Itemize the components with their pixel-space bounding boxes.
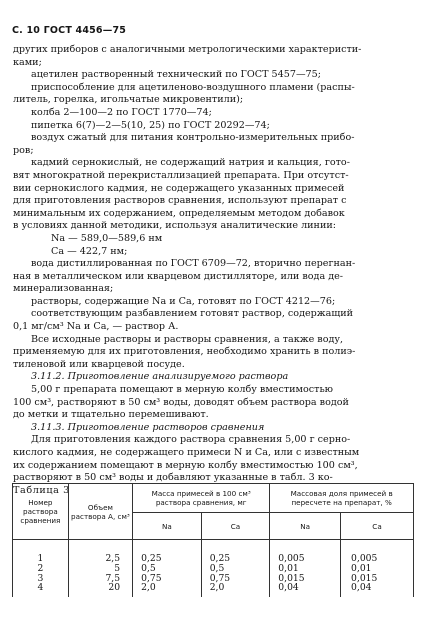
text-line: ров;: [13, 144, 34, 156]
cell-fraction-na: 0,005: [270, 540, 341, 564]
text-line: соответствующим разбавлением готовят раствор, содержащий: [31, 308, 354, 320]
section-heading: 3.11.3. Приготовление растворов сравнения: [31, 421, 265, 433]
text-line: растворы, содержащие Na и Ca, готовят по ГОСТ 4212—76;: [31, 295, 336, 307]
text-line: Для приготовления каждого раствора сравнения 5,00 г серно-: [31, 434, 351, 446]
text-line: колба 2—100—2 по ГОСТ 1770—74;: [31, 106, 212, 118]
cell-number: 2: [13, 564, 69, 574]
header-fraction-ca: Ca: [341, 513, 414, 540]
cell-mass-na: 0,75: [133, 574, 202, 584]
text-line: растворяют в 50 см³ воды и добавляют указанные в табл. 3 ко-: [13, 472, 333, 484]
text-line: в условиях данной методики, используя аналитические линии:: [13, 220, 336, 232]
text-line: воздух сжатый для питания контрольно-измерительных прибо-: [31, 132, 355, 144]
text-line: ная в металлическом или кварцевом дистилляторе, или вода де-: [13, 270, 344, 282]
cell-mass-na: 0,5: [133, 564, 202, 574]
cell-volume: 5: [68, 564, 132, 574]
text-line: 100 см³, растворяют в 50 см³ воды, доводят объем раствора водой: [13, 396, 349, 408]
page-header: С. 10 ГОСТ 4456—75: [12, 25, 127, 36]
cell-number: 4: [13, 583, 69, 597]
text-line: минимальным их содержанием, определяемым методом добавок: [13, 207, 345, 219]
header-mass-ca: Ca: [201, 513, 270, 540]
body-text: [13, 44, 415, 497]
text-line: Ca — 422,7 нм;: [51, 245, 128, 257]
cell-mass-ca: 0,75: [201, 574, 270, 584]
text-line: вят многократной перекристаллизацией препарата. При отсутст-: [13, 169, 349, 181]
text-line: приспособление для ацетиленово-воздушного пламени (распы-: [31, 81, 355, 93]
cell-fraction-ca: 0,005: [341, 540, 414, 564]
cell-number: 1: [13, 540, 69, 564]
header-volume: Объем раствора А, см³: [68, 484, 132, 540]
cell-volume: 20: [68, 583, 132, 597]
header-fraction-na: Na: [270, 513, 341, 540]
header-mass: Масса примесей в 100 см³ раствора сравнения, мг: [133, 484, 270, 513]
cell-fraction-na: 0,04: [270, 583, 341, 597]
cell-fraction-ca: 0,015: [341, 574, 414, 584]
cell-mass-ca: 0,25: [201, 540, 270, 564]
text-line: вода дистиллированная по ГОСТ 6709—72, вторично перегнан-: [31, 258, 356, 270]
cell-mass-na: 0,25: [133, 540, 202, 564]
text-line: кислого кадмия, не содержащего примеси N и Ca, или с известным: [13, 447, 360, 458]
table-row: [13, 583, 414, 597]
text-line: 0,1 мг/см³ Na и Ca, — раствор А.: [13, 321, 179, 333]
header-mass-na: Na: [133, 513, 202, 540]
cell-fraction-ca: 0,04: [341, 583, 414, 597]
text-line: тиленовой или кварцевой посуде.: [13, 358, 185, 370]
text-line: для приготовления растворов сравнения, используют препарат с: [13, 195, 347, 207]
cell-fraction-na: 0,01: [270, 564, 341, 574]
text-line: применяемую для их приготовления, необходимо хранить в полиэ-: [13, 346, 356, 358]
text-line: вии сернокислого кадмия, не содержащего указанных примесей: [13, 182, 345, 194]
cell-mass-ca: 0,5: [201, 564, 270, 574]
table-row: [13, 540, 414, 564]
table-caption-text: Таблица 3: [13, 484, 70, 496]
text-line: до метки и тщательно перемешивают.: [13, 409, 209, 421]
text-line: 5,00 г препарата помещают в мерную колбу вместимостью: [31, 384, 334, 396]
text-line: кадмий сернокислый, не содержащий натрия и кальция, гото-: [31, 157, 350, 169]
text-line: минерализованная;: [13, 283, 114, 295]
text-line: их содержанием помещают в мерную колбу вместимостью 100 см³,: [13, 459, 358, 471]
cell-volume: 7,5: [68, 574, 132, 584]
data-table: [12, 483, 414, 597]
header-fraction: Массовая доля примесей в пересчете на препарат, %: [270, 484, 414, 513]
header-number: Номер раствора сравнения: [13, 484, 69, 540]
text-line: ками;: [13, 56, 42, 68]
cell-fraction-na: 0,015: [270, 574, 341, 584]
cell-fraction-ca: 0,01: [341, 564, 414, 574]
text-line: Na — 589,0—589,6 нм: [51, 232, 163, 244]
text-line: других приборов с аналогичными метрологическими характеристи-: [13, 44, 362, 55]
cell-mass-ca: 2,0: [201, 583, 270, 597]
text-line: литель, горелка, игольчатые микровентили);: [13, 94, 244, 106]
section-heading: 3.11.2. Приготовление анализируемого раствора: [31, 371, 289, 383]
cell-mass-na: 2,0: [133, 583, 202, 597]
text-line: Все исходные растворы и растворы сравнения, а также воду,: [31, 333, 344, 345]
text-line: ацетилен растворенный технический по ГОСТ 5457—75;: [31, 69, 321, 81]
cell-volume: 2,5: [68, 540, 132, 564]
cell-number: 3: [13, 574, 69, 584]
text-line: пипетка 6(7)—2—5(10, 25) по ГОСТ 20292—74;: [31, 119, 270, 131]
